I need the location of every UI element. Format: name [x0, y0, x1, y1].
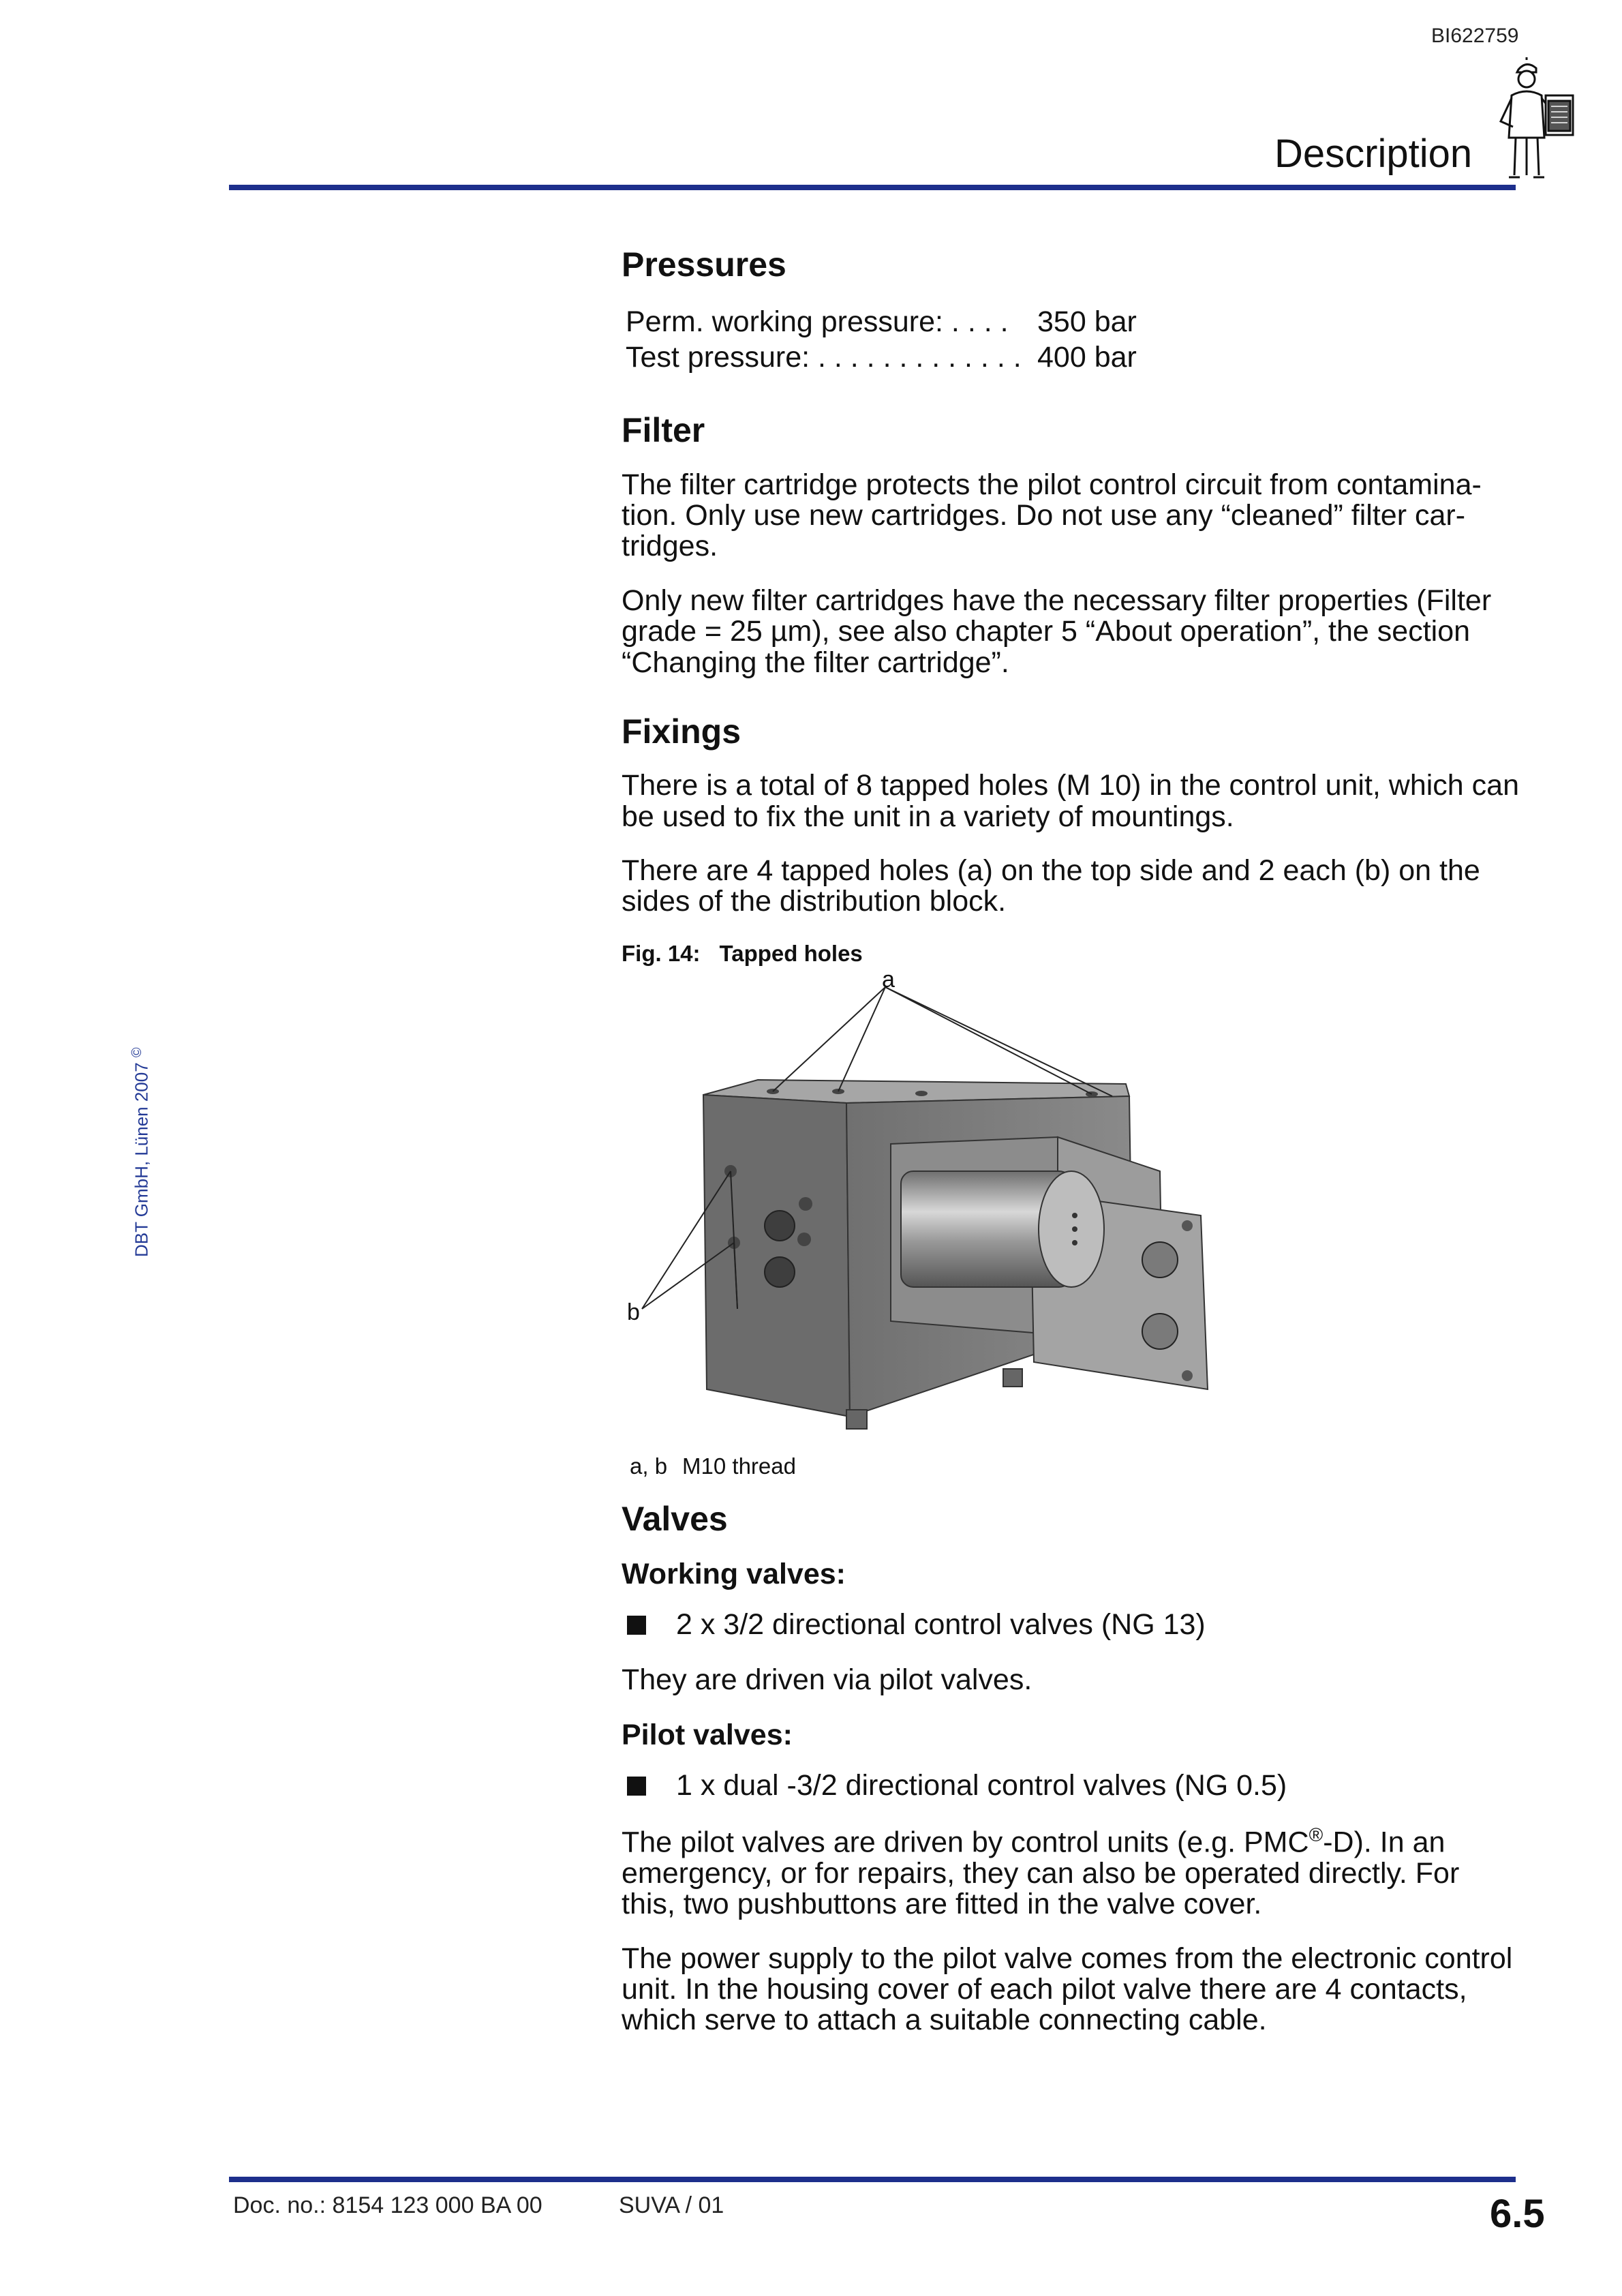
working-valves-text: 2 x 3/2 directional control valves (NG 13) [676, 1608, 1206, 1642]
filter-paragraph-1: The filter cartridge protects the pilot control circuit from contamina-tion. Only use new cartridges. Do not use any “cleaned” filter car-tridges. [622, 468, 1482, 563]
footer-doc-number: Doc. no.: 8154 123 000 BA 00 [233, 2192, 542, 2218]
bullet-square-icon [627, 1616, 646, 1635]
pressure-row [626, 339, 1521, 376]
footer-suva: SUVA / 01 [619, 2192, 724, 2218]
copyright-sidebar [129, 1047, 153, 1257]
filter-heading: Filter [622, 411, 705, 450]
bullet-square-icon [627, 1777, 646, 1796]
pilot-valves-paragraph-1 [622, 1825, 1521, 1920]
fixings-paragraph-1: There is a total of 8 tapped holes (M 10) in the control unit, which can be used to fix the unit in a variety of mountings. [622, 769, 1520, 833]
pilot-text-part-1: The pilot valves are driven by control units (e.g. PMC [622, 1826, 1309, 1859]
pressures-heading: Pressures [622, 245, 786, 284]
figure-number: Fig. 14: [622, 940, 701, 966]
pressure-value: 350 bar [1037, 305, 1137, 338]
main-content [622, 245, 1521, 2059]
pressure-value: 400 bar [1037, 341, 1137, 374]
pressures-table [626, 304, 1521, 376]
footer-rule [229, 2177, 1516, 2182]
pressure-label: Perm. working pressure: . . . . [626, 305, 1009, 338]
fixings-heading: Fixings [622, 712, 741, 751]
working-valves-note: They are driven via pilot valves. [622, 1663, 1032, 1696]
pilot-valves-text: 1 x dual -3/2 directional control valves (NG 0.5) [676, 1769, 1287, 1802]
pressure-row [626, 304, 1521, 340]
worker-with-clipboard-icon [1486, 56, 1581, 182]
figure-label-b: b [627, 1299, 640, 1325]
control-unit-illustration [622, 967, 1276, 1451]
page-number: 6.5 [1490, 2192, 1545, 2236]
copyright-symbol: © [129, 1047, 144, 1058]
page-title: Description [1274, 132, 1473, 176]
legend-text: M10 thread [682, 1453, 796, 1479]
working-valves-heading: Working valves: [622, 1558, 846, 1591]
figure-legend [630, 1453, 1521, 1479]
legend-key: a, b [630, 1453, 668, 1479]
pilot-valves-paragraph-2: The power supply to the pilot valve comes from the electronic control unit. In the housing cover of each pilot valve there are 4 contacts, which serve to attach a suitable connecting cable. [622, 1942, 1513, 2037]
figure-title: Tapped holes [719, 940, 863, 966]
working-valves-item [622, 1609, 1521, 1641]
figure-label-a: a [882, 966, 895, 993]
control-unit-figure [622, 967, 1276, 1451]
pressure-label: Test pressure: . . . . . . . . . . . . . [626, 341, 1022, 374]
figure-caption [622, 941, 1521, 967]
pilot-valves-item [622, 1770, 1521, 1802]
pilot-text-part-2: -D). In an emergency, or for repairs, they can also be operated directly. For this, two pushbuttons are fitted in the valve cover. [622, 1826, 1460, 1921]
pilot-valves-heading: Pilot valves: [622, 1719, 793, 1751]
fixings-paragraph-2: There are 4 tapped holes (a) on the top side and 2 each (b) on the sides of the distribution block. [622, 854, 1480, 918]
valves-heading: Valves [622, 1499, 728, 1538]
header-rule [229, 185, 1516, 190]
registered-mark: ® [1309, 1824, 1323, 1846]
copyright-text: DBT GmbH, Lünen 2007 [131, 1062, 152, 1257]
document-id: BI622759 [1431, 25, 1519, 47]
filter-paragraph-2: Only new filter cartridges have the necessary filter properties (Filter grade = 25 µm), see also chapter 5 “About operation”, the section “Changing the filter cartridge”. [622, 584, 1492, 679]
